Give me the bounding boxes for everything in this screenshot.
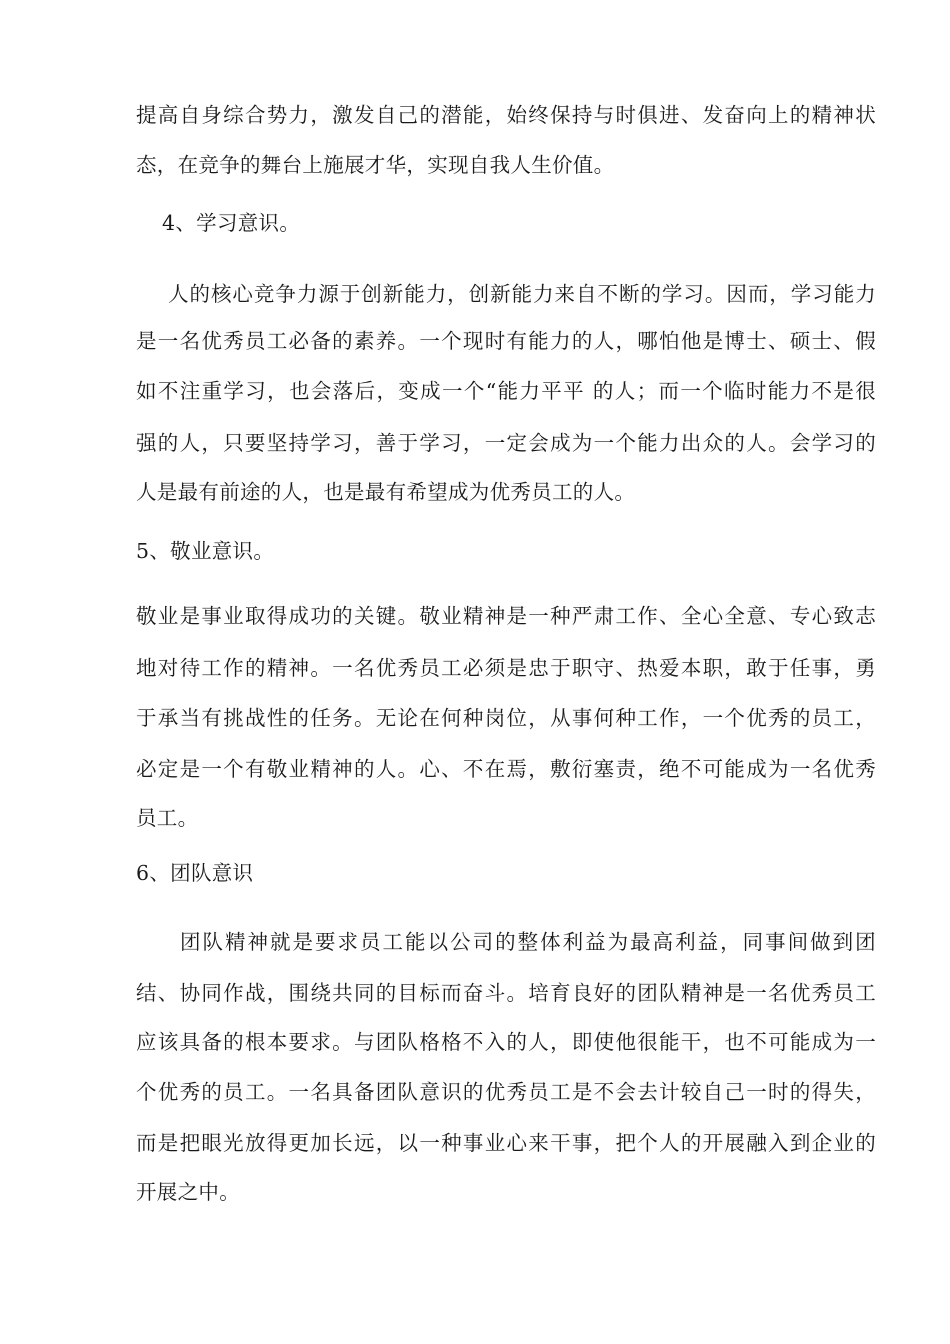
- section-heading-learning: 4、学习意识。: [162, 211, 301, 235]
- paragraph-line: 员工。: [136, 806, 199, 830]
- section-heading-dedication: 5、敬业意识。: [136, 539, 275, 563]
- paragraph-line: 是一名优秀员工必备的素养。一个现时有能力的人，哪怕他是博士、硕士、假: [136, 329, 876, 353]
- paragraph-line: 应该具备的根本要求。与团队格格不入的人，即使他很能干，也不可能成为一: [136, 1030, 876, 1054]
- paragraph-line: 开展之中。: [136, 1180, 240, 1204]
- paragraph-line: 人的核心竞争力源于创新能力，创新能力来自不断的学习。因而，学习能力: [168, 282, 876, 306]
- paragraph-line: 于承当有挑战性的任务。无论在何种岗位，从事何种工作，一个优秀的员工，: [136, 706, 876, 730]
- paragraph-line: 态，在竞争的舞台上施展才华，实现自我人生价值。: [136, 153, 615, 177]
- paragraph-line: 团队精神就是要求员工能以公司的整体利益为最高利益，同事间做到团: [180, 930, 876, 954]
- paragraph-line: 人是最有前途的人，也是最有希望成为优秀员工的人。: [136, 480, 636, 504]
- section-heading-teamwork: 6、团队意识: [136, 861, 254, 885]
- paragraph-line: 如不注重学习，也会落后，变成一个“能力平平 的人；而一个临时能力不是很: [136, 379, 876, 403]
- paragraph-line: 结、协同作战，围绕共同的目标而奋斗。培育良好的团队精神是一名优秀员工: [136, 981, 876, 1005]
- paragraph-line: 而是把眼光放得更加长远，以一种事业心来干事，把个人的开展融入到企业的: [136, 1131, 876, 1155]
- paragraph-line: 必定是一个有敬业精神的人。心、不在焉，敷衍塞责，绝不可能成为一名优秀: [136, 757, 876, 781]
- paragraph-line: 强的人，只要坚持学习，善于学习，一定会成为一个能力出众的人。会学习的: [136, 431, 876, 455]
- paragraph-line: 个优秀的员工。一名具备团队意识的优秀员工是不会去计较自己一时的得失，: [136, 1080, 876, 1104]
- paragraph-line: 敬业是事业取得成功的关键。敬业精神是一种严肃工作、全心全意、专心致志: [136, 604, 876, 628]
- paragraph-line: 提高自身综合势力，激发自己的潜能，始终保持与时俱进、发奋向上的精神状: [136, 103, 876, 127]
- paragraph-line: 地对待工作的精神。一名优秀员工必须是忠于职守、热爱本职，敢于任事，勇: [136, 656, 876, 680]
